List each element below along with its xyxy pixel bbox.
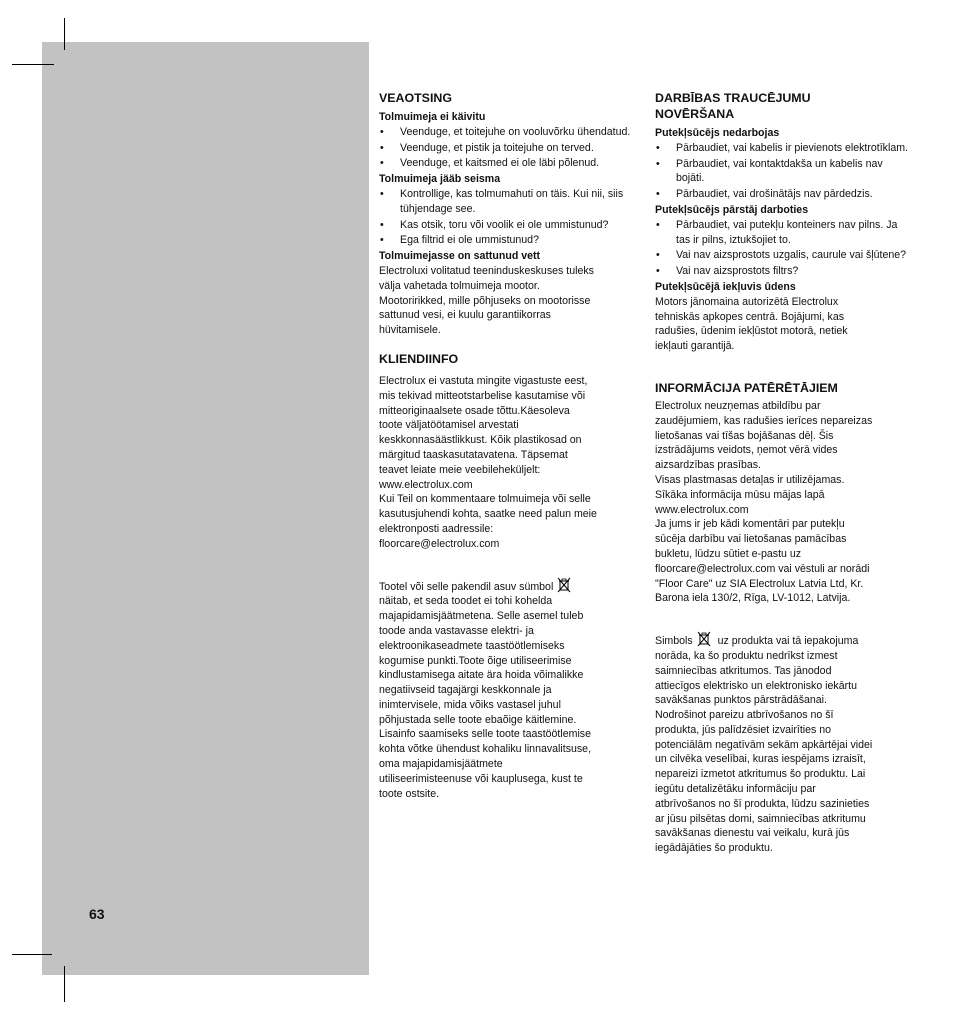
- estonian-column: [379, 90, 637, 801]
- list-item: • Kas otsik, toru või voolik ei ole ummistunud?: [379, 218, 637, 233]
- list-item: • Pārbaudiet, vai putekļu konteiners nav pilns. Ja tas ir pilns, iztukšojiet to.: [655, 218, 913, 248]
- list-item: • Vai nav aizsprostots uzgalis, caurule vai šļūtene?: [655, 248, 913, 263]
- disposal-paragraph: [655, 631, 913, 856]
- page-number: 63: [89, 906, 105, 922]
- list-item: • Vai nav aizsprostots filtrs?: [655, 264, 913, 279]
- list-item: • Pārbaudiet, vai kontaktdakša un kabelis nav bojāti.: [655, 157, 913, 187]
- disposal-lead: Simbols: [655, 635, 693, 648]
- list-item: • Pārbaudiet, vai kabelis ir pievienots elektrotīklam.: [655, 141, 913, 156]
- list-item: • Kontrollige, kas tolmumahuti on täis. Kui nii, siis tühjendage see.: [379, 187, 637, 217]
- bullet-list: [379, 125, 637, 171]
- crop-mark: [64, 966, 65, 1002]
- list-item: • Veenduge, et pistik ja toitejuhe on terved.: [379, 141, 637, 156]
- list-item: • Veenduge, et kaitsmed ei ole läbi põlenud.: [379, 156, 637, 171]
- section-heading: VEAOTSING: [379, 91, 452, 105]
- list-item: • Veenduge, et toitejuhe on vooluvõrku ühendatud.: [379, 125, 637, 140]
- bullet-list: [379, 187, 637, 248]
- section-heading: INFORMĀCIJA PATĒRĒTĀJIEM: [655, 380, 838, 395]
- disposal-text: näitab, et seda toodet ei tohi kohelda majapidamisjäätmetena. Selle asemel tuleb toode anda vastavasse elektri- ja elektroonikaseadmete taastöötlemiseks kogumise punkti.Toote õige utiliseerimise kindlustamisega aitate ära hoida võimalikke negatiivseid tagajärgi keskkonnale ja inimtervisele, mida võiks vastasel juhul põhjustada selle toote ebaõige käitlemine. Lisainfo saamiseks selle toote taastöötlemise kohta võtke ühendust kohaliku linnavalitsuse, oma majapidamisjäätmete utiliseerimisteenuse või kauplusega, kust te toote ostsite.: [379, 595, 592, 800]
- paragraph: Motors jānomaina autorizētā Electrolux tehniskās apkopes centrā. Bojājumi, kas radušies, ūdenim iekļūstot motorā, netiek iekļauti garantijā.: [655, 295, 848, 353]
- list-item: • Ega filtrid ei ole ummistunud?: [379, 233, 637, 248]
- crossed-bin-icon: [557, 577, 571, 593]
- disposal-paragraph: [379, 577, 637, 802]
- subheading: Tolmuimeja jääb seisma: [379, 173, 501, 186]
- latvian-column: [655, 90, 913, 856]
- list-item: • Pārbaudiet, vai drošinātājs nav pārdedzis.: [655, 187, 913, 202]
- bullet-list: [655, 141, 913, 202]
- crop-mark: [64, 18, 65, 50]
- subheading: Putekļsūcējs nedarbojas: [655, 127, 780, 139]
- grey-margin-panel: [42, 42, 369, 975]
- crop-mark: [12, 954, 52, 955]
- subheading: Putekļsūcējs pārstāj darboties: [655, 203, 809, 216]
- section-heading: DARBĪBAS TRAUCĒJUMU NOVĒRŠANA: [655, 91, 811, 121]
- paragraph: Electrolux neuzņemas atbildību par zaudējumiem, kas radušies ierīces nepareizas lietošanas vai tīšas bojāšanas dēļ. Šis izstrādājums veidots, ņemot vērā vides aizsardzības prasības. Visas plastmasas detaļas ir utilizējamas. Sīkāka informācija mūsu mājas lapā www.electrolux.com Ja jums ir jeb kādi komentāri par putekļu sūcēja darbību vai lietošanas pamācības bukletu, lūdzu sūtiet e-pastu uz floorcare@electrolux.com vai vēstuli ar norādi "Floor Care" uz SIA Electrolux Latvia Ltd, Kr. Barona iela 130/2, Rīga, LV-1012, Latvija.: [655, 399, 873, 605]
- paragraph: Electrolux ei vastuta mingite vigastuste eest, mis tekivad mitteotstarbelise kasutamise või mitteoriginaalsete osade tõttu.Käesoleva toote väljatöötamisel arvestati keskkonnasäästlikkust. Kõik plastikosad on märgitud taaskasutatavatena. Täpsemat teavet leiate meie veebileheküljelt: www.electrolux.com Kui Teil on kommentaare tolmuimeja või selle kasutusjuhendi kohta, saatke need palun meie elektronposti aadressile: floorcare@electrolux.com: [379, 374, 597, 550]
- subheading: Putekļsūcējā iekļuvis ūdens: [655, 280, 796, 293]
- crop-mark: [12, 64, 54, 65]
- paragraph: Electroluxi volitatud teeninduskeskuses tuleks välja vahetada tolmuimeja mootor. Mootoririkked, mille põhjuseks on mootorisse sattunud vesi, ei kuulu garantiikorras hüvitamisele.: [379, 264, 594, 337]
- section-heading: KLIENDIINFO: [379, 351, 459, 366]
- subheading: Tolmuimejasse on sattunud vett: [379, 250, 541, 263]
- crossed-bin-icon: [697, 631, 711, 647]
- disposal-lead-after: uz produkta vai tā iepakojuma: [717, 635, 859, 648]
- subheading: Tolmuimeja ei käivitu: [379, 111, 486, 123]
- disposal-lead: Tootel või selle pakendil asuv sümbol: [379, 580, 554, 593]
- bullet-list: [655, 218, 913, 279]
- disposal-text: norāda, ka šo produktu nedrīkst izmest saimniecības atkritumos. Tas jānodod attiecīgos elektrisko un elektronisko iekārtu savākšanas punktos pārstrādāšanai. Nodrošinot pareizu atbrīvošanos no šī produkta, jūs palīdzēsiet izvairīties no potenciālām negatīvām sekām apkārtējai videi un cilvēka veselībai, kuras iespējams izraisīt, nepareizi izmetot atkritumus šo produktu. Lai iegūtu detalizētāku informāciju par atbrīvošanos no šī produkta, lūdzu sazinieties ar jūsu pilsētas domi, saimniecības atkritumu savākšanas dienestu vai veikalu, kurā jūs iegādājāties šo produktu.: [655, 649, 873, 855]
